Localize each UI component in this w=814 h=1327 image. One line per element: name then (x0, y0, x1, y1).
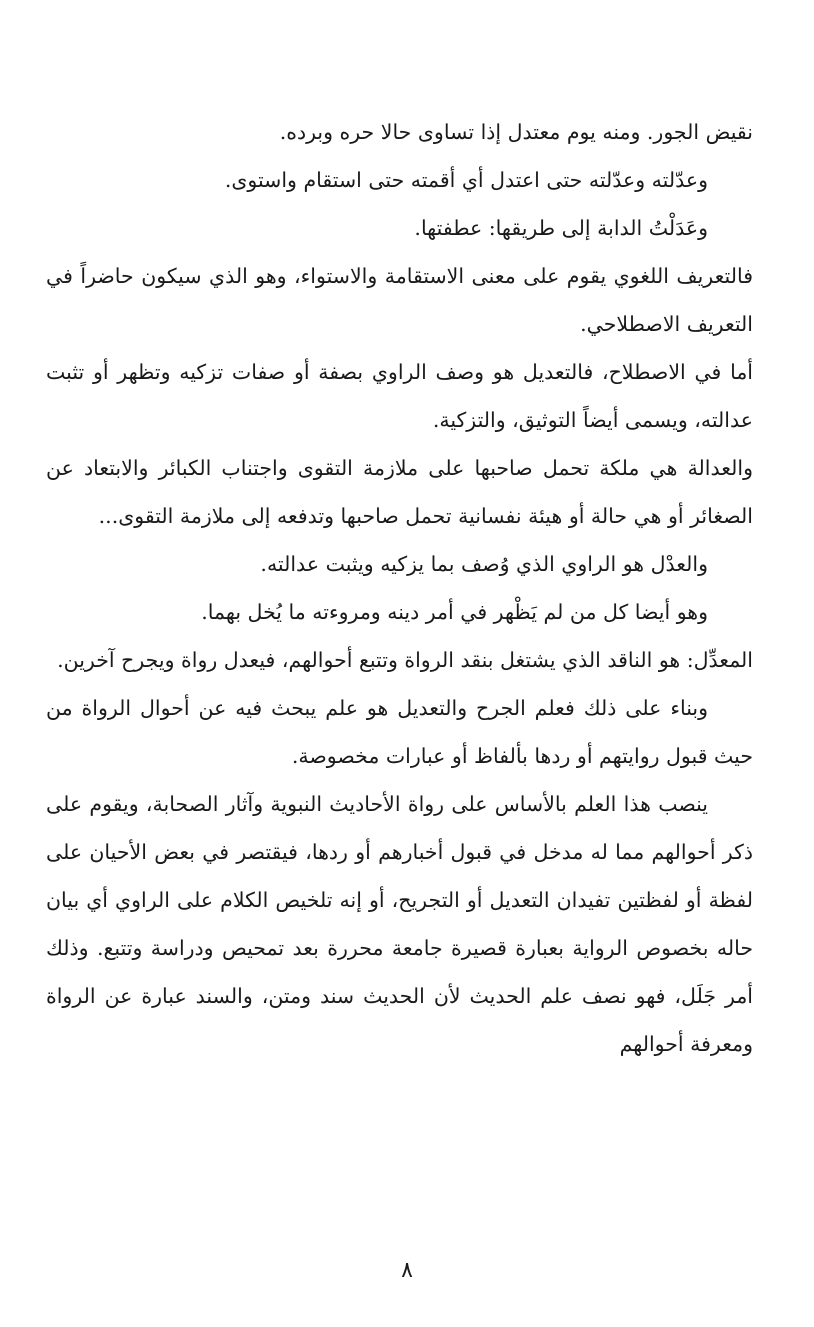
paragraph-adl-2: وهو أيضا كل من لم يَظْهر في أمر دينه ومروءته ما يُخل بهما. (201, 600, 708, 624)
paragraph-lugha-3: وعَدَلْتُ الدابة إلى طريقها: عطفتها. (414, 216, 708, 240)
paragraph-muaddil: المعدِّل: هو الناقد الذي يشتغل بنقد الرواة وتتبع أحوالهم، فيعدل رواة ويجرح آخرين. (57, 648, 753, 672)
paragraph-lugha-summary: فالتعريف اللغوي يقوم على معنى الاستقامة والاستواء، وهو الذي سيكون حاضراً في التعريف الاصطلاحي. (46, 264, 753, 336)
paragraph-adl-1: والعدْل هو الراوي الذي وُصف بما يزكيه ويثبت عدالته. (260, 552, 708, 576)
paragraph-lugha-1: نقيض الجور. ومنه يوم معتدل إذا تساوى حالا حره وبرده. (279, 120, 753, 144)
page-body (46, 108, 753, 1068)
paragraph-jarh-tadil: وبناء على ذلك فعلم الجرح والتعديل هو علم يبحث فيه عن أحوال الرواة من حيث قبول روايتهم أو ردها بألفاظ أو عبارات مخصوصة. (46, 696, 753, 768)
page-number: ٨ (401, 1258, 413, 1283)
paragraph-istilah: أما في الاصطلاح، فالتعديل هو وصف الراوي بصفة أو صفات تزكيه وتظهر أو تثبت عدالته، ويسمى أيضاً التوثيق، والتزكية. (46, 360, 753, 432)
paragraph-adala: والعدالة هي ملكة تحمل صاحبها على ملازمة التقوى واجتناب الكبائر والابتعاد عن الصغائر أو هي حالة أو هيئة نفسانية تحمل صاحبها وتدفعه إلى ملازمة التقوى... (46, 456, 753, 528)
paragraph-scope: ينصب هذا العلم بالأساس على رواة الأحاديث النبوية وآثار الصحابة، ويقوم على ذكر أحوالهم مما له مدخل في قبول أخبارهم أو ردها، فيقتصر في بعض الأحيان على لفظة أو لفظتين تفيدان التعديل أو التجريح، أو إنه تلخيص الكلام على الراوي أي بيان حاله بخصوص الرواية بعبارة قصيرة جامعة محررة بعد تمحيص ودراسة وتتبع. وذلك أمر جَلَل، فهو نصف علم الحديث لأن الحديث سند ومتن، والسند عبارة عن الرواة ومعرفة أحوالهم (46, 792, 753, 1056)
paragraph-lugha-2: وعدّلته وعدّلته حتى اعتدل أي أقمته حتى استقام واستوى. (224, 168, 708, 192)
